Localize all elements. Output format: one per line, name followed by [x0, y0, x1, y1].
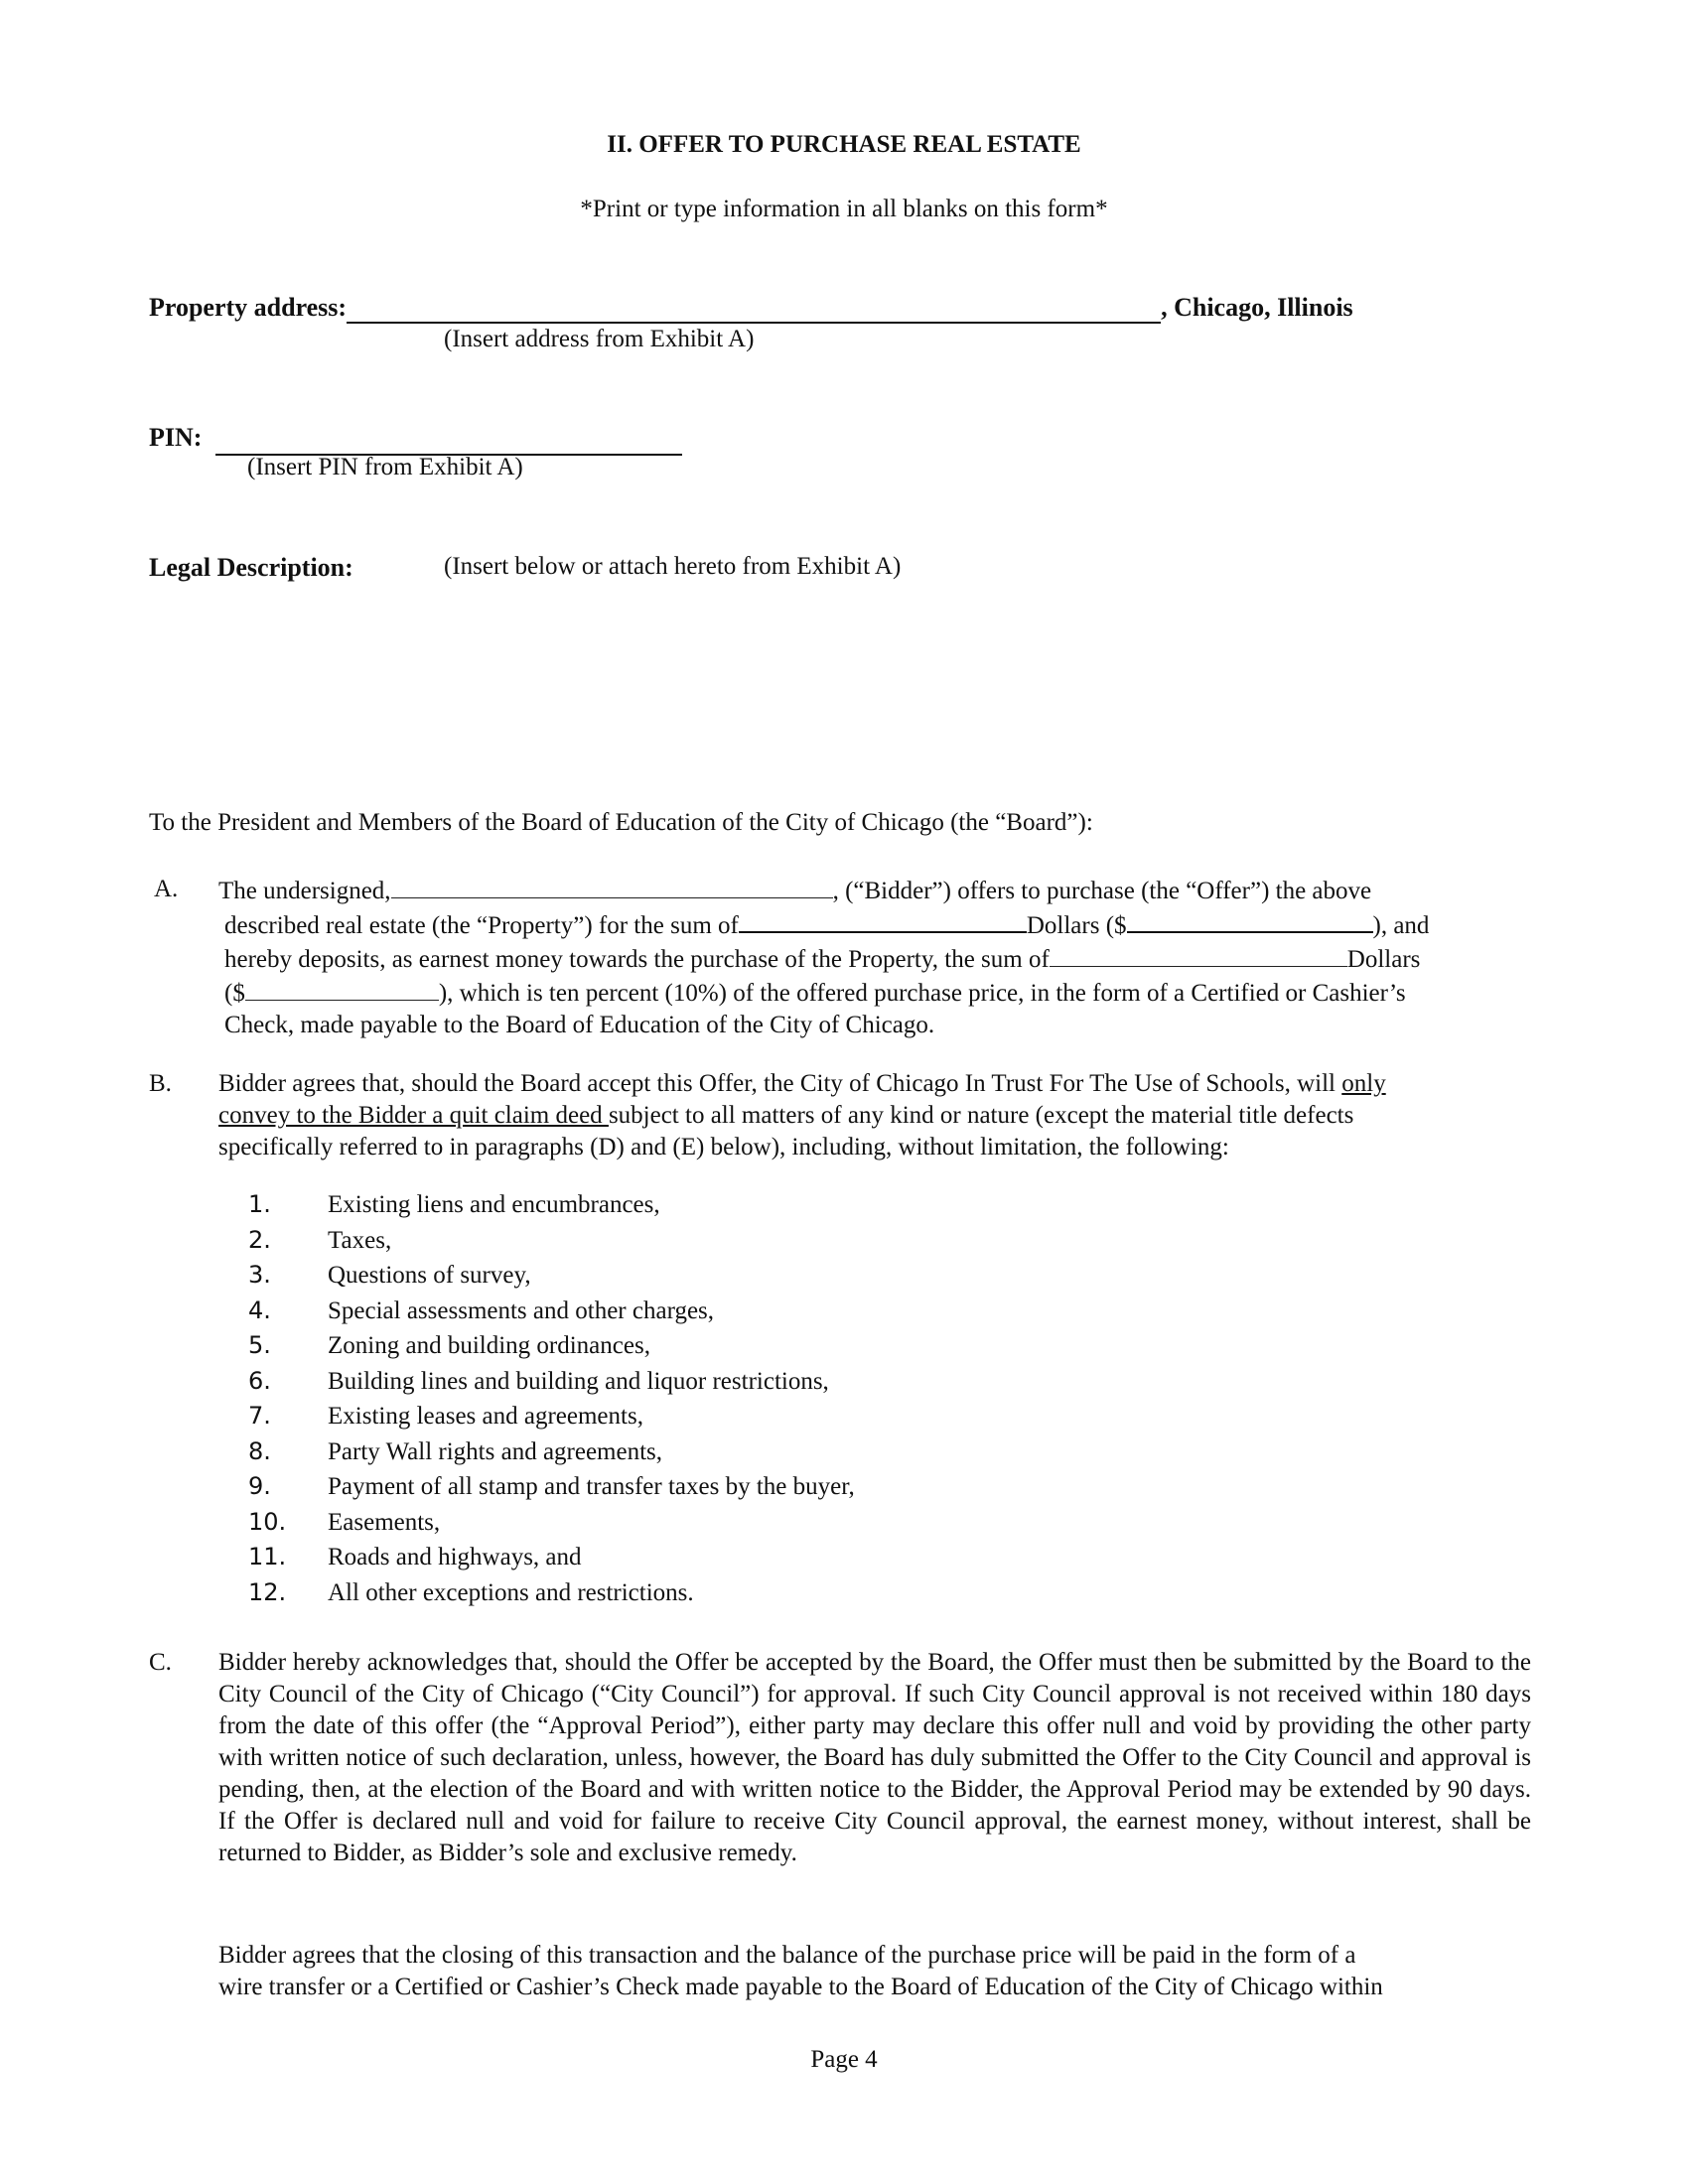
list-item-number: 10. — [248, 1507, 287, 1536]
legal-description-area[interactable] — [149, 596, 1529, 784]
form-instruction: *Print or type information in all blanks on this form* — [580, 196, 1108, 222]
list-item-text: Special assessments and other charges, — [328, 1297, 715, 1324]
property-address-label: Property address: — [149, 293, 348, 322]
list-item-text: Party Wall rights and agreements, — [328, 1437, 663, 1465]
bidder-name-field[interactable] — [391, 874, 833, 898]
list-item-text: All other exceptions and restrictions. — [328, 1578, 694, 1606]
property-address-hint: (Insert address from Exhibit A) — [444, 326, 755, 352]
list-item-text: Existing leases and agreements, — [328, 1403, 643, 1430]
purchase-price-words-field[interactable] — [739, 907, 1027, 933]
legal-description-hint: (Insert below or attach hereto from Exhibit A) — [444, 553, 902, 580]
list-item-text: Taxes, — [328, 1226, 392, 1254]
list-item — [248, 1575, 1142, 1611]
salutation: To the President and Members of the Board of Education of the City of Chicago (the “Board”): — [149, 809, 1093, 836]
legal-description-label: Legal Description: — [149, 553, 353, 582]
exceptions-list — [248, 1187, 1142, 1610]
pin-field[interactable] — [215, 424, 682, 456]
list-item — [248, 1469, 1142, 1505]
list-item — [248, 1540, 1142, 1575]
list-item-text: Zoning and building ordinances, — [328, 1332, 650, 1359]
list-item-number: 6. — [248, 1366, 271, 1395]
list-item-number: 2. — [248, 1225, 271, 1254]
earnest-money-amount-field[interactable] — [245, 976, 439, 1001]
list-item-number: 5. — [248, 1331, 271, 1359]
list-item-text: Roads and highways, and — [328, 1544, 582, 1570]
list-item-number: 4. — [248, 1296, 271, 1324]
list-item-number: 7. — [248, 1402, 271, 1430]
purchase-price-amount-field[interactable] — [1127, 907, 1373, 933]
closing-paragraph: Bidder agrees that the closing of this transaction and the balance of the purchase price will be paid in the form of a wire transfer or a Certified or Cashier’s Check made payable to the Board of Education of the City of Chicago within — [218, 1942, 1383, 2000]
list-item-text: Easements, — [328, 1508, 441, 1536]
pin-row — [149, 423, 682, 456]
property-address-field[interactable] — [347, 292, 1161, 324]
section-a: The undersigned, , (“Bidder”) offers to purchase (the “Offer”) the above described real estate (the “Property”) for the sum of Dollars ($ ), and hereby deposits, as earnest money towards the purchase of the Property, the sum of Dollars ($ ), which is ten percent (10%) of the offered purchase price, in the form of a Certified or Cashier’s Check, made payable to the Board of Education of the City of Chicago. — [218, 874, 1531, 1041]
list-item — [248, 1505, 1142, 1541]
list-item — [248, 1294, 1142, 1329]
earnest-money-words-field[interactable] — [1050, 942, 1347, 967]
list-item-number: 12. — [248, 1577, 287, 1606]
list-item-number: 11. — [248, 1543, 287, 1570]
property-address-row — [149, 292, 1353, 324]
section-b-marker: B. — [149, 1070, 172, 1097]
list-item — [248, 1364, 1142, 1400]
list-item-text: Existing liens and encumbrances, — [328, 1191, 660, 1218]
list-item-number: 9. — [248, 1472, 271, 1500]
list-item — [248, 1434, 1142, 1470]
property-address-suffix: , Chicago, Illinois — [1161, 293, 1353, 322]
section-c: Bidder hereby acknowledges that, should the Offer be accepted by the Board, the Offer must then be submitted by the Board to the City Council of the City of Chicago (“City Council”) for approval. If such City Council approval is not received within 180 days from the date of this offer (the “Approval Period”), either party may declare this offer null and void by providing the other party with written notice of such declaration, unless, however, the Board has duly submitted the Offer to the City Council and approval is pending, then, at the election of the Board and with written notice to the Bidder, the Approval Period may be extended by 90 days. If the Offer is declared null and void for failure to receive City Council approval, the earnest money, without interest, shall be returned to Bidder, as Bidder’s sole and exclusive remedy. — [218, 1649, 1531, 1866]
list-item — [248, 1258, 1142, 1294]
list-item-number: 3. — [248, 1261, 271, 1289]
list-item-number: 1. — [248, 1190, 271, 1218]
pin-hint: (Insert PIN from Exhibit A) — [247, 454, 523, 480]
list-item — [248, 1328, 1142, 1364]
list-item-text: Payment of all stamp and transfer taxes by the buyer, — [328, 1473, 855, 1500]
pin-label: PIN: — [149, 423, 203, 452]
page-number: Page 4 — [810, 2046, 878, 2073]
list-item-number: 8. — [248, 1436, 271, 1465]
section-c-marker: C. — [149, 1649, 172, 1676]
list-item-text: Building lines and building and liquor restrictions, — [328, 1367, 829, 1395]
list-item — [248, 1399, 1142, 1434]
list-item-text: Questions of survey, — [328, 1262, 531, 1289]
section-a-marker: A. — [154, 876, 179, 902]
page-title: II. OFFER TO PURCHASE REAL ESTATE — [607, 131, 1081, 158]
list-item — [248, 1187, 1142, 1223]
list-item — [248, 1223, 1142, 1259]
section-b: Bidder agrees that, should the Board accept this Offer, the City of Chicago In Trust For The Use of Schools, will only convey to the Bidder a quit claim deed subject to all matters of any kind or nature (except the material title defects specifically referred to in paragraphs (D) and (E) below), including, without limitation, the following: — [218, 1070, 1386, 1160]
